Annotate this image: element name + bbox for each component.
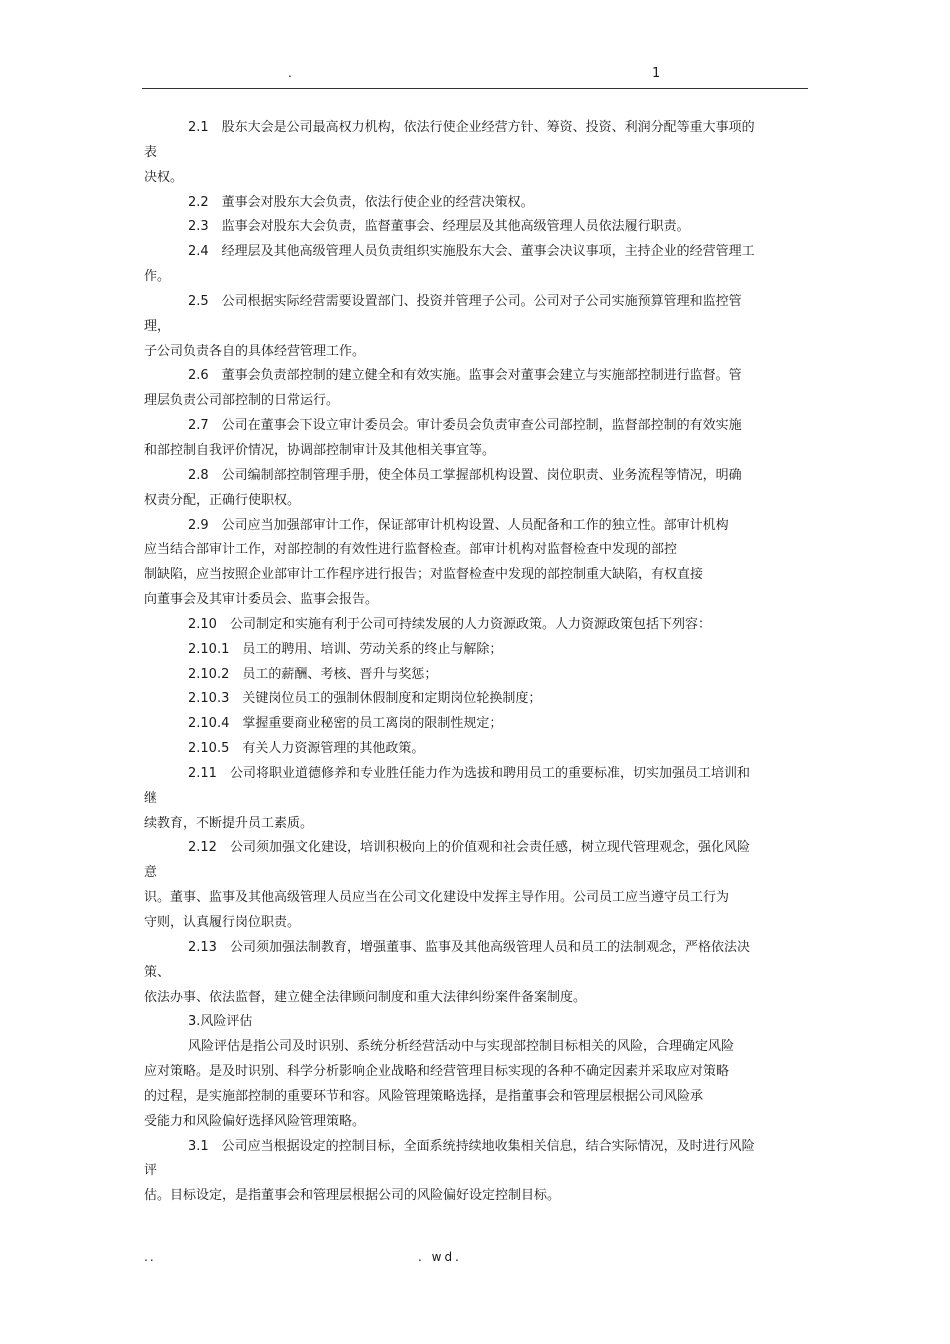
text-line: 2.10.2 员工的薪酬、考核、晋升与奖惩；: [188, 666, 438, 682]
text-line: 受能力和风险偏好选择风险管理策略。: [144, 1113, 366, 1129]
text-line: 和部控制自我评价情况，协调部控制审计及其他相关事宜等。: [144, 442, 496, 458]
text-line: 策、: [144, 964, 171, 980]
text-line: 制缺陷，应当按照企业部审计工作程序进行报告；对监督检查中发现的部控制重大缺陷，有权直接: [144, 567, 704, 583]
header-dot: .: [288, 66, 292, 80]
page-header: [142, 66, 808, 89]
footer-left-dots: ..: [144, 1250, 156, 1264]
text-line: 2.4 经理层及其他高级管理人员负责组织实施股东大会、董事会决议事项，主持企业的经营管理工: [188, 244, 755, 260]
text-line: 2.10 公司制定和实施有利于公司可持续发展的人力资源政策。人力资源政策包括下列容：: [188, 616, 711, 632]
text-line: 继: [144, 790, 158, 806]
text-line: 权责分配，正确行使职权。: [144, 492, 301, 508]
text-line: 应对策略。是及时识别、科学分析影响企业战略和经营管理目标实现的各种不确定因素并采取应对策略: [144, 1064, 730, 1080]
text-line: 向董事会及其审计委员会、监事会报告。: [144, 592, 379, 608]
text-line: 2.11 公司将职业道德修养和专业胜任能力作为选拔和聘用员工的重要标准，切实加强员工培训和: [188, 765, 750, 781]
text-line: 依法办事、依法监督，建立健全法律顾问制度和重大法律纠纷案件备案制度。: [144, 989, 587, 1005]
text-line: 2.10.4 掌握重要商业秘密的员工离岗的限制性规定；: [188, 716, 503, 732]
text-line: 作。: [144, 269, 171, 285]
text-line: 2.7 公司在董事会下设立审计委员会。审计委员会负责审查公司部控制，监督部控制的有效实施: [188, 418, 742, 434]
text-line: 2.10.1 员工的聘用、培训、劳动关系的终止与解除；: [188, 641, 503, 657]
text-line: 评: [144, 1163, 158, 1179]
text-line: 3.风险评估: [188, 1014, 253, 1030]
document-body: [144, 116, 810, 1209]
text-line: 的过程，是实施部控制的重要环节和容。风险管理策略选择，是指董事会和管理层根据公司风险承: [144, 1088, 704, 1104]
page-number: 1: [652, 66, 661, 81]
text-line: 理，: [144, 318, 171, 334]
text-line: 守则，认真履行岗位职责。: [144, 915, 301, 930]
text-line: 风险评估是指公司及时识别、系统分析经营活动中与实现部控制目标相关的风险，合理确定风险: [188, 1039, 735, 1055]
text-line: 2.10.5 有关人力资源管理的其他政策。: [188, 741, 425, 757]
text-line: 2.5 公司根据实际经营需要设置部门、投资并管理子公司。公司对子公司实施预算管理和监控管: [188, 293, 742, 309]
text-line: 2.1 股东大会是公司最高权力机构，依法行使企业经营方针、筹资、投资、利润分配等重大事项的: [188, 120, 755, 135]
text-line: 意: [144, 865, 158, 881]
text-line: 理层负责公司部控制的日常运行。: [144, 393, 340, 409]
text-line: 估。目标设定，是指董事会和管理层根据公司的风险偏好设定控制目标。: [144, 1188, 561, 1204]
text-line: 决权。: [144, 169, 184, 185]
text-line: 3.1 公司应当根据设定的控制目标，全面系统持续地收集相关信息，结合实际情况，及时进行风险: [188, 1138, 755, 1154]
text-line: 识。董事、监事及其他高级管理人员应当在公司文化建设中发挥主导作用。公司员工应当遵守员工行为: [144, 890, 730, 906]
text-line: 2.2 董事会对股东大会负责，依法行使企业的经营决策权。: [188, 194, 534, 210]
text-line: 2.13 公司须加强法制教育，增强董事、监事及其他高级管理人员和员工的法制观念，严格依法决: [188, 939, 750, 955]
text-line: 2.6 董事会负责部控制的建立健全和有效实施。监事会对董事会建立与实施部控制进行监督。管: [188, 368, 742, 384]
text-line: 2.8 公司编制部控制管理手册，使全体员工掌握部机构设置、岗位职责、业务流程等情况，明确: [188, 467, 742, 483]
text-line: 子公司负责各自的具体经营管理工作。: [144, 343, 366, 359]
text-line: 2.3 监事会对股东大会负责，监督董事会、经理层及其他高级管理人员依法履行职责。: [188, 219, 690, 235]
text-line: 2.10.3 关键岗位员工的强制休假制度和定期岗位轮换制度；: [188, 691, 542, 707]
text-line: 应当结合部审计工作，对部控制的有效性进行监督检查。部审计机构对监督检查中发现的部控: [144, 542, 678, 558]
text-line: 续教育，不断提升员工素质。: [144, 815, 314, 831]
text-line: 2.9 公司应当加强部审计工作，保证部审计机构设置、人员配备和工作的独立性。部审计机构: [188, 517, 729, 533]
text-line: 表: [144, 144, 158, 160]
footer-center-text: . wd.: [418, 1250, 462, 1264]
text-line: 2.12 公司须加强文化建设，培训积极向上的价值观和社会责任感，树立现代管理观念，强化风险: [188, 840, 750, 856]
